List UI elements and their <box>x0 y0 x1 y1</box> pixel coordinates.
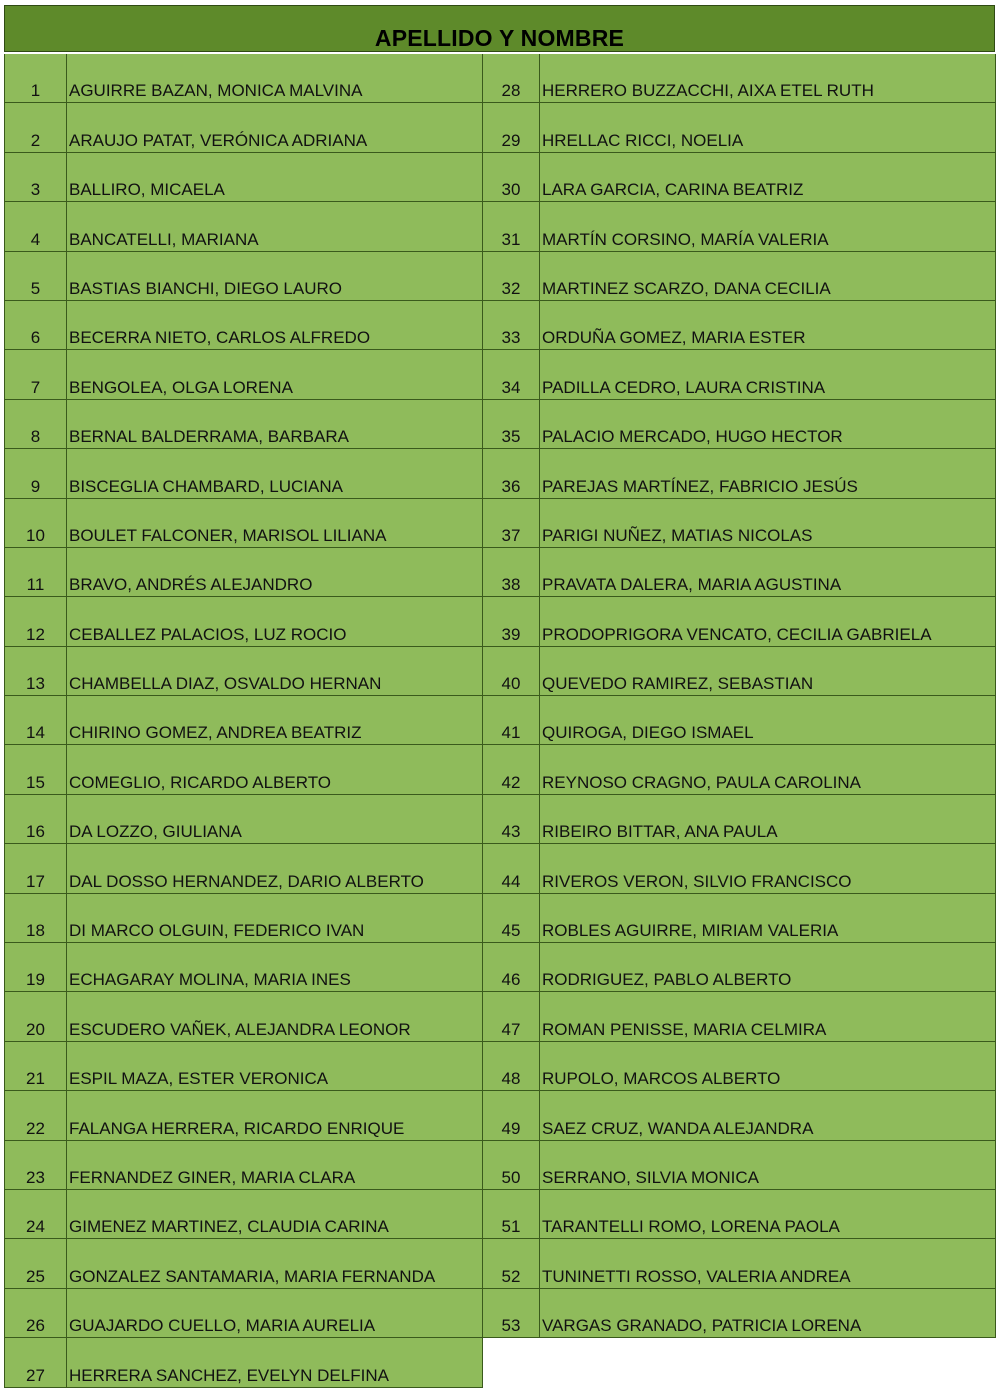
row-number: 45 <box>483 894 540 942</box>
row-full-name: HERRERO BUZZACCHI, AIXA ETEL RUTH <box>540 54 996 102</box>
table-row <box>4 894 483 943</box>
row-number: 6 <box>4 301 67 349</box>
table-row <box>4 350 483 399</box>
row-full-name: ROBLES AGUIRRE, MIRIAM VALERIA <box>540 894 996 942</box>
row-number: 9 <box>4 449 67 497</box>
row-full-name: FERNANDEZ GINER, MARIA CLARA <box>67 1141 483 1189</box>
row-number: 34 <box>483 350 540 398</box>
table-row <box>4 597 483 646</box>
table-row <box>4 499 483 548</box>
row-number: 53 <box>483 1289 540 1337</box>
row-full-name: DA LOZZO, GIULIANA <box>67 795 483 843</box>
table-row <box>483 795 996 844</box>
row-number: 18 <box>4 894 67 942</box>
row-full-name: ARAUJO PATAT, VERÓNICA ADRIANA <box>67 103 483 151</box>
row-full-name: AGUIRRE BAZAN, MONICA MALVINA <box>67 54 483 102</box>
table-row <box>483 943 996 992</box>
row-number: 3 <box>4 153 67 201</box>
row-full-name: BERNAL BALDERRAMA, BARBARA <box>67 400 483 448</box>
table-row <box>483 400 996 449</box>
row-full-name: ECHAGARAY MOLINA, MARIA INES <box>67 943 483 991</box>
row-full-name: VARGAS GRANADO, PATRICIA LORENA <box>540 1289 996 1337</box>
table-row <box>483 647 996 696</box>
table-row <box>483 894 996 943</box>
table-row <box>483 153 996 202</box>
row-number: 42 <box>483 745 540 793</box>
row-number: 10 <box>4 499 67 547</box>
row-full-name: PARIGI NUÑEZ, MATIAS NICOLAS <box>540 499 996 547</box>
row-full-name: SAEZ CRUZ, WANDA ALEJANDRA <box>540 1091 996 1139</box>
table-row <box>4 1289 483 1338</box>
row-number: 52 <box>483 1239 540 1287</box>
row-full-name: REYNOSO CRAGNO, PAULA CAROLINA <box>540 745 996 793</box>
row-full-name: PADILLA CEDRO, LAURA CRISTINA <box>540 350 996 398</box>
table-row <box>4 1338 483 1387</box>
row-full-name: BRAVO, ANDRÉS ALEJANDRO <box>67 548 483 596</box>
row-number: 24 <box>4 1190 67 1238</box>
row-full-name: HRELLAC RICCI, NOELIA <box>540 103 996 151</box>
row-full-name: BECERRA NIETO, CARLOS ALFREDO <box>67 301 483 349</box>
table-row <box>483 103 996 152</box>
row-full-name: BANCATELLI, MARIANA <box>67 202 483 250</box>
table-row <box>483 202 996 251</box>
row-full-name: CEBALLEZ PALACIOS, LUZ ROCIO <box>67 597 483 645</box>
row-number: 19 <box>4 943 67 991</box>
row-number: 22 <box>4 1091 67 1139</box>
row-number: 23 <box>4 1141 67 1189</box>
row-number: 35 <box>483 400 540 448</box>
row-full-name: MARTINEZ SCARZO, DANA CECILIA <box>540 252 996 300</box>
row-number: 39 <box>483 597 540 645</box>
row-number: 50 <box>483 1141 540 1189</box>
row-full-name: DAL DOSSO HERNANDEZ, DARIO ALBERTO <box>67 844 483 892</box>
row-full-name: COMEGLIO, RICARDO ALBERTO <box>67 745 483 793</box>
row-full-name: TUNINETTI ROSSO, VALERIA ANDREA <box>540 1239 996 1287</box>
table-row <box>4 1141 483 1190</box>
row-full-name: GONZALEZ SANTAMARIA, MARIA FERNANDA <box>67 1239 483 1287</box>
table-row <box>483 350 996 399</box>
table-row <box>483 548 996 597</box>
table-row <box>4 252 483 301</box>
table-row <box>483 1289 996 1338</box>
row-full-name: QUEVEDO RAMIREZ, SEBASTIAN <box>540 647 996 695</box>
table-header <box>4 5 995 52</box>
row-full-name: BENGOLEA, OLGA LORENA <box>67 350 483 398</box>
row-full-name: MARTÍN CORSINO, MARÍA VALERIA <box>540 202 996 250</box>
table-row <box>4 844 483 893</box>
row-number: 47 <box>483 992 540 1040</box>
table-row <box>4 647 483 696</box>
table-row <box>483 696 996 745</box>
table-row <box>4 449 483 498</box>
row-number: 8 <box>4 400 67 448</box>
row-full-name: PALACIO MERCADO, HUGO HECTOR <box>540 400 996 448</box>
row-full-name: CHIRINO GOMEZ, ANDREA BEATRIZ <box>67 696 483 744</box>
row-number: 36 <box>483 449 540 497</box>
table-row <box>483 597 996 646</box>
table-row <box>483 252 996 301</box>
row-full-name: BOULET FALCONER, MARISOL LILIANA <box>67 499 483 547</box>
row-number: 31 <box>483 202 540 250</box>
row-number: 15 <box>4 745 67 793</box>
table-row <box>483 1190 996 1239</box>
table-row <box>483 1091 996 1140</box>
row-full-name: PRAVATA DALERA, MARIA AGUSTINA <box>540 548 996 596</box>
row-full-name: CHAMBELLA DIAZ, OSVALDO HERNAN <box>67 647 483 695</box>
row-full-name: PAREJAS MARTÍNEZ, FABRICIO JESÚS <box>540 449 996 497</box>
row-full-name: ESPIL MAZA, ESTER VERONICA <box>67 1042 483 1090</box>
row-full-name: GIMENEZ MARTINEZ, CLAUDIA CARINA <box>67 1190 483 1238</box>
table-row <box>4 548 483 597</box>
row-number: 26 <box>4 1289 67 1337</box>
row-number: 32 <box>483 252 540 300</box>
row-number: 21 <box>4 1042 67 1090</box>
row-number: 49 <box>483 1091 540 1139</box>
row-number: 27 <box>4 1338 67 1386</box>
row-number: 16 <box>4 795 67 843</box>
table-row <box>483 745 996 794</box>
table-row <box>483 54 996 103</box>
row-number: 20 <box>4 992 67 1040</box>
table-row <box>4 153 483 202</box>
table-row <box>483 844 996 893</box>
row-full-name: RODRIGUEZ, PABLO ALBERTO <box>540 943 996 991</box>
row-full-name: RUPOLO, MARCOS ALBERTO <box>540 1042 996 1090</box>
row-number: 29 <box>483 103 540 151</box>
row-number: 1 <box>4 54 67 102</box>
row-number: 30 <box>483 153 540 201</box>
row-number: 5 <box>4 252 67 300</box>
table-row <box>483 992 996 1041</box>
table-row <box>4 696 483 745</box>
row-number: 13 <box>4 647 67 695</box>
row-full-name: FALANGA HERRERA, RICARDO ENRIQUE <box>67 1091 483 1139</box>
row-full-name: GUAJARDO CUELLO, MARIA AURELIA <box>67 1289 483 1337</box>
row-number: 44 <box>483 844 540 892</box>
row-full-name: BISCEGLIA CHAMBARD, LUCIANA <box>67 449 483 497</box>
row-number: 46 <box>483 943 540 991</box>
table-row <box>4 1042 483 1091</box>
row-full-name: TARANTELLI ROMO, LORENA PAOLA <box>540 1190 996 1238</box>
row-number: 14 <box>4 696 67 744</box>
table-row <box>483 1239 996 1288</box>
table-row <box>483 499 996 548</box>
row-full-name: QUIROGA, DIEGO ISMAEL <box>540 696 996 744</box>
row-full-name: HERRERA SANCHEZ, EVELYN DELFINA <box>67 1338 483 1386</box>
table-row <box>4 54 483 103</box>
row-number: 28 <box>483 54 540 102</box>
row-full-name: BASTIAS BIANCHI, DIEGO LAURO <box>67 252 483 300</box>
row-number: 38 <box>483 548 540 596</box>
table-row <box>4 992 483 1041</box>
row-number: 43 <box>483 795 540 843</box>
row-number: 40 <box>483 647 540 695</box>
table-row <box>4 400 483 449</box>
table-row <box>4 795 483 844</box>
header-title: APELLIDO Y NOMBRE <box>374 25 625 51</box>
row-full-name: RIBEIRO BITTAR, ANA PAULA <box>540 795 996 843</box>
row-full-name: ESCUDERO VAÑEK, ALEJANDRA LEONOR <box>67 992 483 1040</box>
row-full-name: PRODOPRIGORA VENCATO, CECILIA GABRIELA <box>540 597 996 645</box>
row-number: 33 <box>483 301 540 349</box>
table-row <box>4 943 483 992</box>
row-number: 51 <box>483 1190 540 1238</box>
row-number: 37 <box>483 499 540 547</box>
table-row <box>4 1239 483 1288</box>
row-full-name: DI MARCO OLGUIN, FEDERICO IVAN <box>67 894 483 942</box>
table-row <box>483 449 996 498</box>
row-full-name: BALLIRO, MICAELA <box>67 153 483 201</box>
row-number: 48 <box>483 1042 540 1090</box>
table-row <box>4 1190 483 1239</box>
row-number: 12 <box>4 597 67 645</box>
row-full-name: RIVEROS VERON, SILVIO FRANCISCO <box>540 844 996 892</box>
row-full-name: SERRANO, SILVIA MONICA <box>540 1141 996 1189</box>
table-row <box>483 1141 996 1190</box>
row-number: 4 <box>4 202 67 250</box>
table-row <box>4 301 483 350</box>
row-full-name: LARA GARCIA, CARINA BEATRIZ <box>540 153 996 201</box>
row-number: 7 <box>4 350 67 398</box>
row-number: 25 <box>4 1239 67 1287</box>
table-row <box>483 301 996 350</box>
table-row <box>4 745 483 794</box>
table-row <box>4 202 483 251</box>
table-row <box>483 1042 996 1091</box>
row-full-name: ORDUÑA GOMEZ, MARIA ESTER <box>540 301 996 349</box>
table-row <box>4 103 483 152</box>
right-column <box>483 54 996 1338</box>
row-number: 41 <box>483 696 540 744</box>
row-number: 17 <box>4 844 67 892</box>
row-full-name: ROMAN PENISSE, MARIA CELMIRA <box>540 992 996 1040</box>
left-column <box>4 54 483 1388</box>
table-row <box>4 1091 483 1140</box>
row-number: 2 <box>4 103 67 151</box>
row-number: 11 <box>4 548 67 596</box>
